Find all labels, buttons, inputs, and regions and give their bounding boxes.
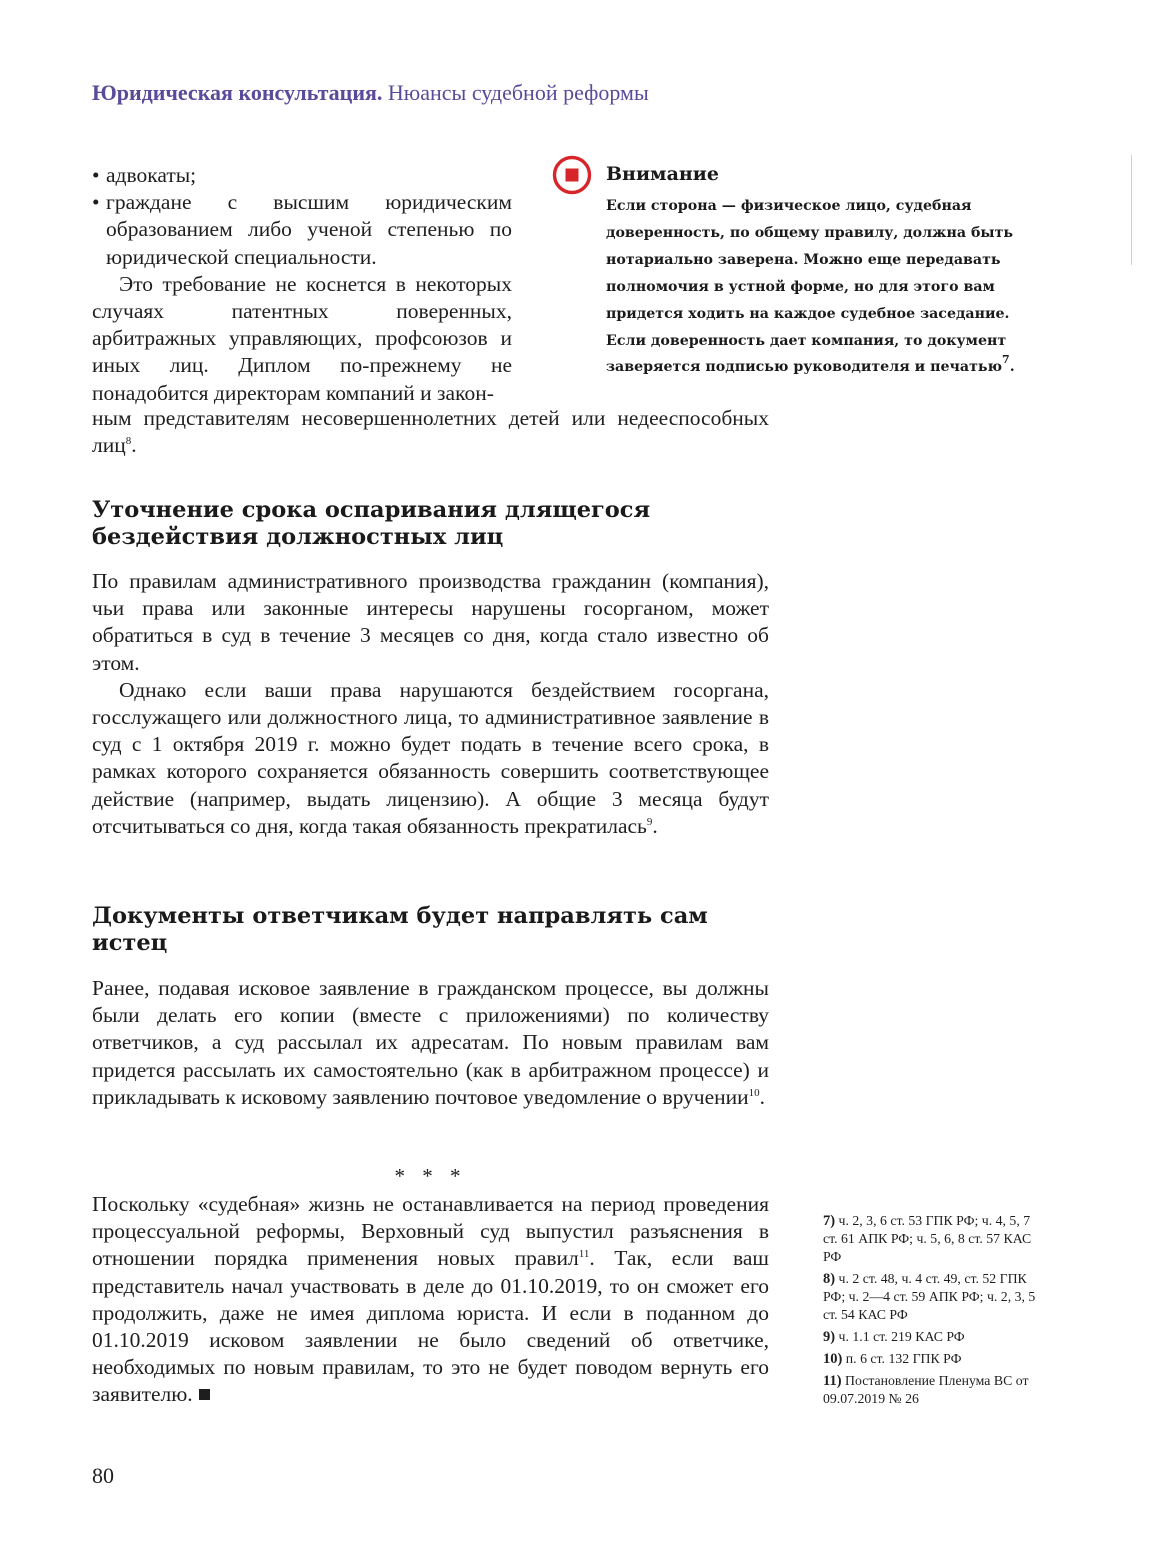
section1-body: [92, 568, 769, 840]
list-item: • граждане с высшим юридическим образованием либо ученой степенью по юридической специальности.: [92, 189, 512, 271]
footnote-text: ч. 2, 3, 6 ст. 53 ГПК РФ; ч. 4, 5, 7 ст. 61 АПК РФ; ч. 5, 6, 8 ст. 57 КАС РФ: [823, 1213, 1032, 1264]
footnote-ref: 9: [646, 815, 653, 828]
footnote-number: 11): [823, 1373, 842, 1389]
footnote: [823, 1350, 1048, 1368]
intro-paragraph-continued: [92, 405, 769, 459]
punctuation: .: [1009, 359, 1015, 376]
punctuation: .: [759, 1084, 766, 1109]
paragraph-text: Поскольку «судебная» жизнь не останавливается на период проведения процессуальной реформы, Верховный суд выпустил разъяснения в отношении порядка применения новых правил: [92, 1192, 769, 1271]
page-number: 80: [92, 1463, 114, 1488]
paragraph: [92, 975, 769, 1111]
stop-icon: [552, 155, 592, 195]
warning-body: Если сторона — физическое лицо, судебная доверенность, по общему правилу, должна быть нотариально заверена. Можно еще передавать полномочия в устной форме, но для этого вам придется ходить на каждое судебное заседание. Если доверенность дает компания, то документ заверяется подписью руководителя и печатью: [606, 198, 1014, 376]
paragraph: По правилам административного производства гражданин (компания), чьи права или законные интересы нарушены госорганом, может обратиться в суд в течение 3 месяцев со дня, когда стало известно об этом.: [92, 569, 769, 675]
intro-continued-text: ным представителям несовершеннолетних детей или недееспособных лиц: [92, 406, 769, 458]
footnote-ref: 8: [125, 435, 132, 448]
paragraph: [92, 677, 769, 840]
warning-text: [606, 193, 1046, 381]
footnote: [823, 1212, 1048, 1266]
intro-paragraph: Это требование не коснется в некоторых случаях патентных поверенных, арбитражных управляющих, профсоюзов и иных лиц. Диплом по-прежнему не понадобится директорам компаний и закон-: [92, 271, 512, 405]
footnote-ref: 7: [1002, 353, 1010, 367]
closing-body: [92, 1191, 769, 1409]
bullet-list: [92, 162, 512, 271]
footnote-number: 8): [823, 1271, 836, 1287]
footnote-number: 9): [823, 1329, 836, 1345]
punctuation: .: [652, 813, 658, 838]
footnote: [823, 1270, 1048, 1324]
footnote: [823, 1328, 1048, 1346]
intro-column: [92, 162, 512, 407]
end-mark: [199, 1389, 210, 1400]
section-heading: Уточнение срока оспаривания длящегося бездействия должностных лиц: [92, 497, 651, 550]
section-heading: Документы ответчикам будет направлять сам истец: [92, 903, 708, 956]
paragraph-text: . Так, если ваш представитель начал участвовать в деле до 01.10.2019, то он сможет его продолжить, даже не имея диплома юриста. И если в поданном до 01.10.2019 исковом заявлении не было сведений об ответчике, необходимых по новым правилам, то это не будет поводом вернуть его заявителю.: [92, 1246, 769, 1407]
footnote-text: ч. 1.1 ст. 219 КАС РФ: [838, 1329, 965, 1344]
footnote-text: ч. 2 ст. 48, ч. 4 ст. 49, ст. 52 ГПК РФ; ч. 2—4 ст. 59 АПК РФ; ч. 2, 3, 5 ст. 54 КАС РФ: [823, 1271, 1036, 1322]
header-title-rest: Нюансы судебной реформы: [387, 80, 649, 105]
section-separator: * * *: [394, 1164, 467, 1188]
paragraph: [92, 1191, 769, 1409]
footnote-number: 10): [823, 1351, 843, 1367]
footnote-text: Постановление Пленума ВС от 09.07.2019 № 26: [823, 1373, 1029, 1406]
header-title-bold: Юридическая консультация.: [92, 80, 383, 105]
warning-title: Внимание: [606, 163, 719, 185]
footnotes: [823, 1212, 1048, 1412]
footnote-ref: 10: [748, 1086, 760, 1099]
paragraph-text: Однако если ваши права нарушаются бездействием госоргана, госслужащего или должностного лица, то административное заявление в суд с 1 октября 2019 г. можно будет подать в течение всего срока, в рамках которого сохраняется обязанность совершить соответствующее действие (например, выдать лицензию). А общие 3 месяца будут отсчитываться со дня, когда такая обязанность прекратилась: [92, 677, 769, 838]
list-item: • адвокаты;: [92, 162, 512, 189]
running-header: [92, 80, 792, 106]
footnote-number: 7): [823, 1213, 836, 1229]
footnote: [823, 1372, 1048, 1408]
footnote-text: п. 6 ст. 132 ГПК РФ: [845, 1351, 962, 1366]
margin-rule: [1131, 155, 1132, 265]
section2-body: [92, 975, 769, 1111]
paragraph-text: Ранее, подавая исковое заявление в гражданском процессе, вы должны были делать его копии (вместе с приложениями) по количеству ответчиков, а суд рассылал их адресатам. По новым правилам вам придется рассылать их самостоятельно (как в арбитражном процессе) и прикладывать к исковому заявлению почтовое уведомление о вручении: [92, 976, 769, 1109]
footnote-ref: 11: [578, 1248, 590, 1261]
punctuation: .: [131, 433, 137, 458]
